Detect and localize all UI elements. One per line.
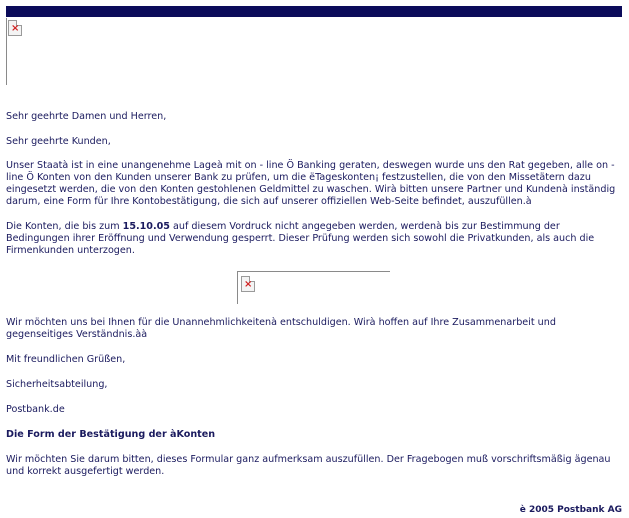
broken-image-icon <box>241 276 255 292</box>
deadline-date: 15.10.05 <box>122 221 170 232</box>
greeting-salutation-1: Sehr geehrte Damen und Herren, <box>6 111 167 122</box>
sender-name: Postbank.de <box>6 404 65 415</box>
department-signature: Sicherheitsabteilung, <box>6 379 108 390</box>
paragraph-2-text-start: Die Konten, die bis zum <box>6 221 123 232</box>
middle-image-placeholder <box>237 271 390 304</box>
body-paragraph-4: Wir möchten Sie darum bitten, dieses Formular ganz aufmerksam auszufüllen. Der Fragebogen muß vorschriftsmäßig ägenau und korrekt ausgefertigt werden. <box>6 454 611 477</box>
closing-greeting: Mit freundlichen Grüßen, <box>6 354 126 365</box>
header-bar <box>6 6 622 17</box>
paragraph-2-text-end: auf diesem Vordruck nicht angegeben werden, werdenà bis zur Bestimmung der Bedingungen ihrer Eröffnung und Verwendung gesperrt. Dieser Prüfung werden sich sowohl die Privatkunden, als auch die Firmenkunden unterzogen. <box>6 221 595 256</box>
form-heading: Die Form der Bestätigung der àKonten <box>6 429 216 440</box>
body-paragraph-3: Wir möchten uns bei Ihnen für die Unannehmlichkeitenà entschuldigen. Wirà hoffen auf Ihre Zusammenarbeit und gegenseitiges Verständnis.àà <box>6 317 556 340</box>
copyright-footer: è 2005 Postbank AG <box>519 505 622 515</box>
broken-image-icon <box>8 20 22 36</box>
body-paragraph-1: Unser Staatà ist in eine unangenehme Lageà mit on - line Ö Banking geraten, deswegen wurde uns den Rat gegeben, alle on - line Ö Konten von den Kunden unserer Bank zu prüfen, um die ëTageskonten¡ festzustellen, die von den Missetätern dazu eingesetzt werden, die von den Konten gestohlenen Geldmittel zu waschen. Wirà bitten unsere Partner und Kundenà inständig darum, eine Form für Ihre Kontobestätigung, die sich auf unserer offiziellen Web-Seite befindet, auszufüllen.à <box>6 160 616 207</box>
greeting-salutation-2: Sehr geehrte Kunden, <box>6 136 111 147</box>
body-paragraph-2 <box>6 221 620 257</box>
